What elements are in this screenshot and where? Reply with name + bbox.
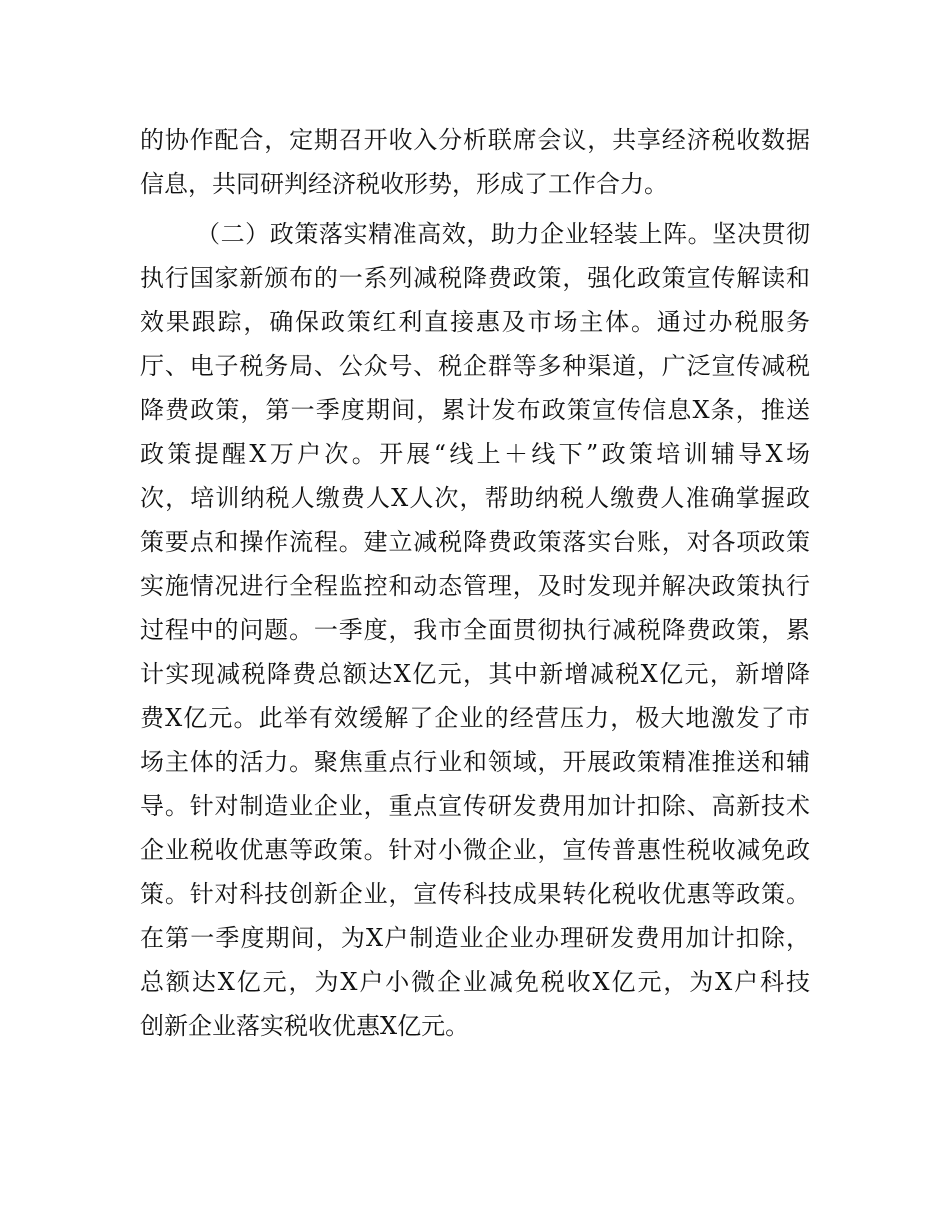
paragraph-line: 在第一季度期间，为X户制造业企业办理研发费用加计扣除，	[140, 924, 810, 952]
paragraph-line: （二）政策落实精准高效，助力企业轻装上阵。坚决贯彻	[196, 220, 810, 248]
paragraph-line: 场主体的活力。聚焦重点行业和领域，开展政策精准推送和辅	[140, 748, 810, 776]
paragraph-line: 厅、电子税务局、公众号、税企群等多种渠道，广泛宣传减税	[140, 352, 810, 380]
paragraph-line: 执行国家新颁布的一系列减税降费政策，强化政策宣传解读和	[140, 264, 810, 292]
paragraph-line: 导。针对制造业企业，重点宣传研发费用加计扣除、高新技术	[140, 792, 810, 820]
paragraph-line: 次，培训纳税人缴费人X人次，帮助纳税人缴费人准确掌握政	[140, 484, 810, 512]
paragraph-line: 效果跟踪，确保政策红利直接惠及市场主体。通过办税服务	[140, 308, 810, 336]
paragraph-line: 企业税收优惠等政策。针对小微企业，宣传普惠性税收减免政	[140, 836, 810, 864]
paragraph-line: 总额达X亿元，为X户小微企业减免税收X亿元，为X户科技	[140, 968, 810, 996]
paragraph-line: 策。针对科技创新企业，宣传科技成果转化税收优惠等政策。	[140, 880, 810, 908]
paragraph-line: 政策提醒X万户次。开展“线上＋线下”政策培训辅导X场	[140, 440, 810, 468]
paragraph-line: 计实现减税降费总额达X亿元，其中新增减税X亿元，新增降	[140, 660, 810, 688]
paragraph-1	[140, 118, 810, 206]
paragraph-line: 创新企业落实税收优惠X亿元。	[140, 1012, 470, 1040]
paragraph-2	[140, 212, 810, 1048]
document-body	[140, 118, 810, 1048]
paragraph-line: 实施情况进行全程监控和动态管理，及时发现并解决政策执行	[140, 572, 810, 600]
paragraph-line: 过程中的问题。一季度，我市全面贯彻执行减税降费政策，累	[140, 616, 810, 644]
paragraph-line: 费X亿元。此举有效缓解了企业的经营压力，极大地激发了市	[140, 704, 810, 732]
paragraph-line: 策要点和操作流程。建立减税降费政策落实台账，对各项政策	[140, 528, 810, 556]
paragraph-line: 的协作配合，定期召开收入分析联席会议，共享经济税收数据	[140, 126, 810, 154]
paragraph-line: 降费政策，第一季度期间，累计发布政策宣传信息X条，推送	[140, 396, 810, 424]
paragraph-line: 信息，共同研判经济税收形势，形成了工作合力。	[140, 170, 668, 198]
